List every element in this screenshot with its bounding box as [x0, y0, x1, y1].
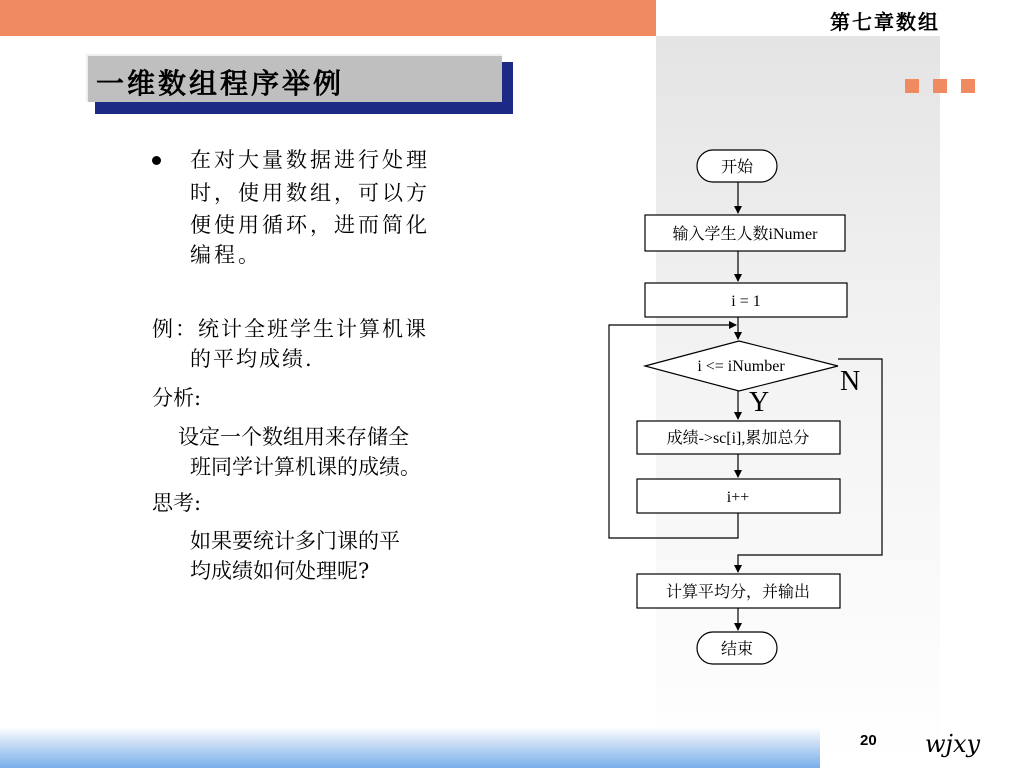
increment-label: i++	[726, 489, 750, 506]
end-label: 结束	[720, 641, 754, 658]
no-label: N	[840, 366, 861, 397]
bullet-line-3: 便使用循环，进而简化	[190, 213, 430, 237]
input-label: 输入学生人数iNumer	[672, 226, 818, 243]
condition-label: i <= iNumber	[697, 358, 785, 375]
output-label: 计算平均分，并输出	[665, 584, 811, 601]
example-line-1: 例：统计全班学生计算机课	[152, 317, 428, 341]
page-number: 20	[860, 732, 877, 749]
chapter-title: 第七章数组	[830, 10, 940, 34]
bullet-line-1: 在对大量数据进行处理	[190, 148, 430, 172]
footer-gradient-bar	[0, 727, 820, 768]
think-label: 思考:	[152, 491, 202, 515]
bullet-line-4: 编程。	[190, 243, 262, 267]
yes-label: Y	[749, 387, 770, 418]
think-line-1: 如果要统计多门课的平	[190, 529, 400, 553]
init-label: i = 1	[731, 293, 761, 310]
footer-logo: wjxy	[925, 730, 981, 758]
analysis-line-2: 班同学计算机课的成绩。	[190, 455, 421, 479]
slide-title: 一维数组程序举例	[96, 67, 345, 100]
accumulate-label: 成绩->sc[i],累加总分	[666, 430, 810, 447]
start-label: 开始	[720, 159, 754, 176]
think-line-2: 均成绩如何处理呢?	[190, 559, 370, 583]
analysis-label: 分析:	[152, 386, 202, 410]
bullet-line-2: 时，使用数组，可以方	[190, 181, 430, 205]
example-line-2: 的平均成绩.	[190, 347, 314, 371]
analysis-line-1: 设定一个数组用来存储全	[178, 425, 409, 449]
